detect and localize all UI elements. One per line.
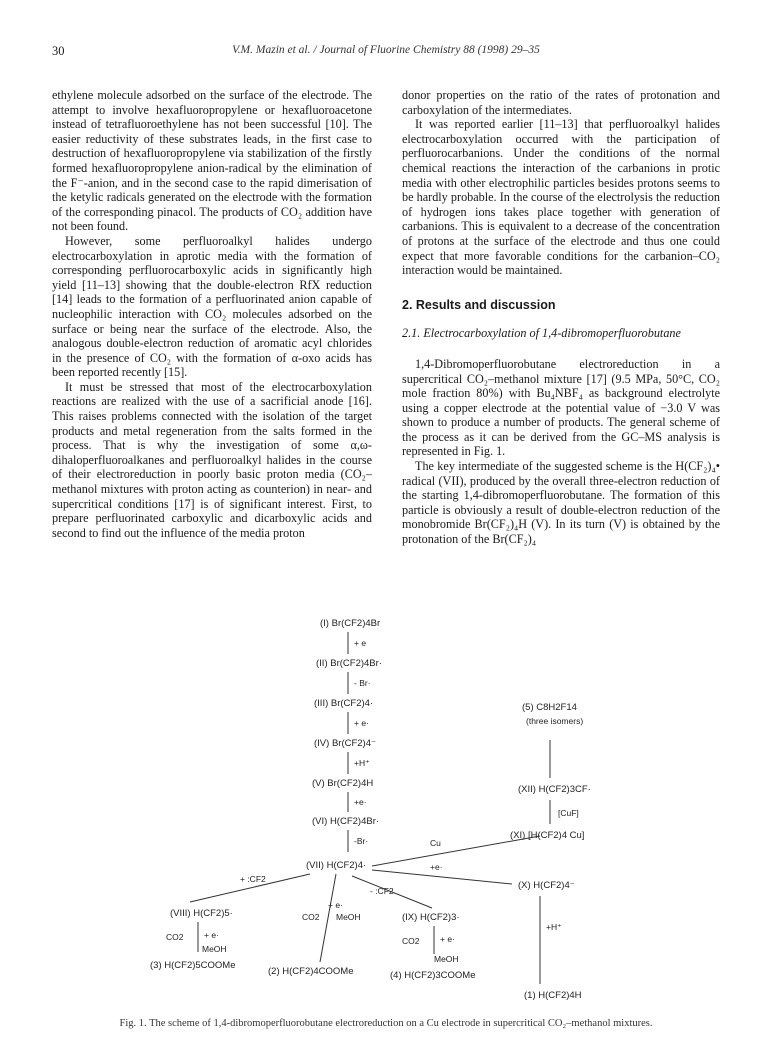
arrow-label: - Br· xyxy=(354,678,371,688)
species-ix: (IX) H(CF2)3· xyxy=(402,912,460,923)
paragraph: It was reported earlier [11–13] that perfluoroalkyl halides electrocarboxylation occurred with the participation of perfluorocarbanions. Under the conditions of the normal chemical reactions the interaction of the carbanions in protic media with other electrophilic particles besides protons seems to be hardly probable. In the course of the electrolysis the reduction of hydrogen ions takes place together with generation of carbanions. This is equivalent to a decrease of the concentration of protons at the surface of the electrode and thus one could expect that more favorable conditions for the carbanion–CO₂ interaction would be maintained. xyxy=(402,117,720,278)
arrow-label: + :CF2 xyxy=(240,874,266,884)
paragraph: 1,4-Dibromoperfluorobutane electroreduction in a supercritical CO₂–methanol mixture [17] (9.5 MPa, 50°C, CO₂ mole fraction 80%) with Bu₄NBF₄ as background electrolyte using a copper electrode at the potential value of −3.0 V was shown to produce a number of products. The general scheme of the process as it can be derived from the GC–MS analysis is represented in Fig. 1. xyxy=(402,356,720,459)
arrow xyxy=(372,870,512,884)
left-column xyxy=(52,88,372,540)
species-ii: (II) Br(CF2)4Br· xyxy=(316,658,382,669)
figure-caption: Fig. 1. The scheme of 1,4-dibromoperfluorobutane electroreduction on a Cu electrode in supercritical CO₂–methanol mixtures. xyxy=(119,1018,653,1029)
species-x: (X) H(CF2)4⁻ xyxy=(518,880,575,891)
arrow-label: -Br· xyxy=(354,836,369,846)
species-xi: (XI) [H(CF2)4 Cu] xyxy=(510,830,585,841)
reagent: + e· xyxy=(440,934,455,944)
arrow-label: + e xyxy=(354,638,367,648)
species-vii: (VII) H(CF2)4· xyxy=(306,860,367,871)
arrow-label: +e· xyxy=(354,797,367,807)
reagent: + e· xyxy=(204,930,219,940)
arrow-label: + e· xyxy=(354,718,369,728)
running-head: V.M. Mazin et al. / Journal of Fluorine Chemistry 88 (1998) 29–35 xyxy=(232,44,540,56)
arrow-label: +H⁺ xyxy=(546,922,562,932)
product-3: (3) H(CF2)5COOMe xyxy=(150,960,236,971)
reagent: MeOH xyxy=(434,954,459,964)
reagent: CO2 xyxy=(302,912,320,922)
species-xii: (XII) H(CF2)3CF· xyxy=(518,784,591,795)
right-column xyxy=(402,88,720,547)
arrow-label: +H⁺ xyxy=(354,758,370,768)
species-viii: (VIII) H(CF2)5· xyxy=(170,908,233,919)
species-vi: (VI) H(CF2)4Br· xyxy=(312,816,380,827)
paragraph: It must be stressed that most of the electrocarboxylation reactions are realized with the use of a sacrificial anode [16]. This raises problems connected with the isolation of the target products and metal regeneration from the salts formed in the process. That is why the investigation of some α,ω-dihaloperfluoroalkanes and perfluoroalkyl halides in the course of their electroreduction in poorly basic proton media (CO₂–methanol mixtures with proton acting as counterion) in near- and supercritical conditions [17] is of significant interest. First, to prepare perfluorinated carboxylic and dicarboxylic acids and second to find out the influence of the media proton xyxy=(52,379,372,540)
arrow-label: +e· xyxy=(430,862,443,872)
reagent: MeOH xyxy=(202,944,227,954)
species-v: (V) Br(CF2)4H xyxy=(312,778,374,789)
product-2: (2) H(CF2)4COOMe xyxy=(268,966,354,977)
arrow-label: - :CF2 xyxy=(370,886,394,896)
arrow xyxy=(352,876,432,908)
reagent: CO2 xyxy=(402,936,420,946)
species-iv: (IV) Br(CF2)4⁻ xyxy=(314,738,377,749)
species-i: (I) Br(CF2)4Br xyxy=(320,618,381,629)
page-number: 30 xyxy=(52,44,65,58)
product-5: (5) C8H2F14 xyxy=(522,702,577,713)
reagent: MeOH xyxy=(336,912,361,922)
species-iii: (III) Br(CF2)4· xyxy=(314,698,374,709)
reaction-scheme xyxy=(140,612,660,1014)
subsection-heading: 2.1. Electrocarboxylation of 1,4-dibromoperfluorobutane xyxy=(402,326,681,341)
reagent: CO2 xyxy=(166,932,184,942)
arrow-label: [CuF] xyxy=(558,808,579,818)
arrow xyxy=(320,874,336,962)
paragraph: donor properties on the ratio of the rates of protonation and carboxylation of the intermediates. xyxy=(402,88,720,117)
arrow-label: Cu xyxy=(430,838,441,848)
paragraph: ethylene molecule adsorbed on the surface of the electrode. The attempt to involve hexafluoropropylene or hexafluoroacetone instead of tetrafluoroethylene has not been successful [10]. The easier reductivity of these substrates leads, in the first case to destruction of hexafluoropropylene via stabilization of the firstly formed hexafluoropropylene anion-radical by the elimination of the F⁻-anion, and in the second case to the rapid dimerisation of the ketylic radicals generated on the electrode with the formation of the corresponding pinacol. The products of CO₂ addition have not been found. xyxy=(52,88,372,234)
product-5-note: (three isomers) xyxy=(526,716,584,726)
product-1: (1) H(CF2)4H xyxy=(524,990,582,1001)
paragraph: The key intermediate of the suggested scheme is the H(CF₂)₄• radical (VII), produced by the overall three-electron reduction of the starting 1,4-dibromoperfluorobutane. The formation of this particle is obviously a result of double-electron reduction of the monobromide Br(CF₂)₄H (V). In its turn (V) is obtained by the protonation of the Br(CF₂)₄ xyxy=(402,459,720,547)
reagent: + e· xyxy=(328,900,343,910)
product-4: (4) H(CF2)3COOMe xyxy=(390,970,476,981)
paragraph: However, some perfluoroalkyl halides undergo electrocarboxylation in aprotic media with the formation of corresponding perfluorocarboxylic acids in significantly high yield [11–13] showing that the double-electron RfX reduction [14] leads to the formation of a perfluorinated anion capable of nucleophilic interaction with CO₂ molecules adsorbed on the surface or being near the surface of the electrode. Also, the analogous double-electron reduction of aromatic acyl chlorides in the presence of CO₂ with the formation of α-oxo acids has been reported recently [15]. xyxy=(52,233,372,380)
section-heading: 2. Results and discussion xyxy=(402,297,556,312)
